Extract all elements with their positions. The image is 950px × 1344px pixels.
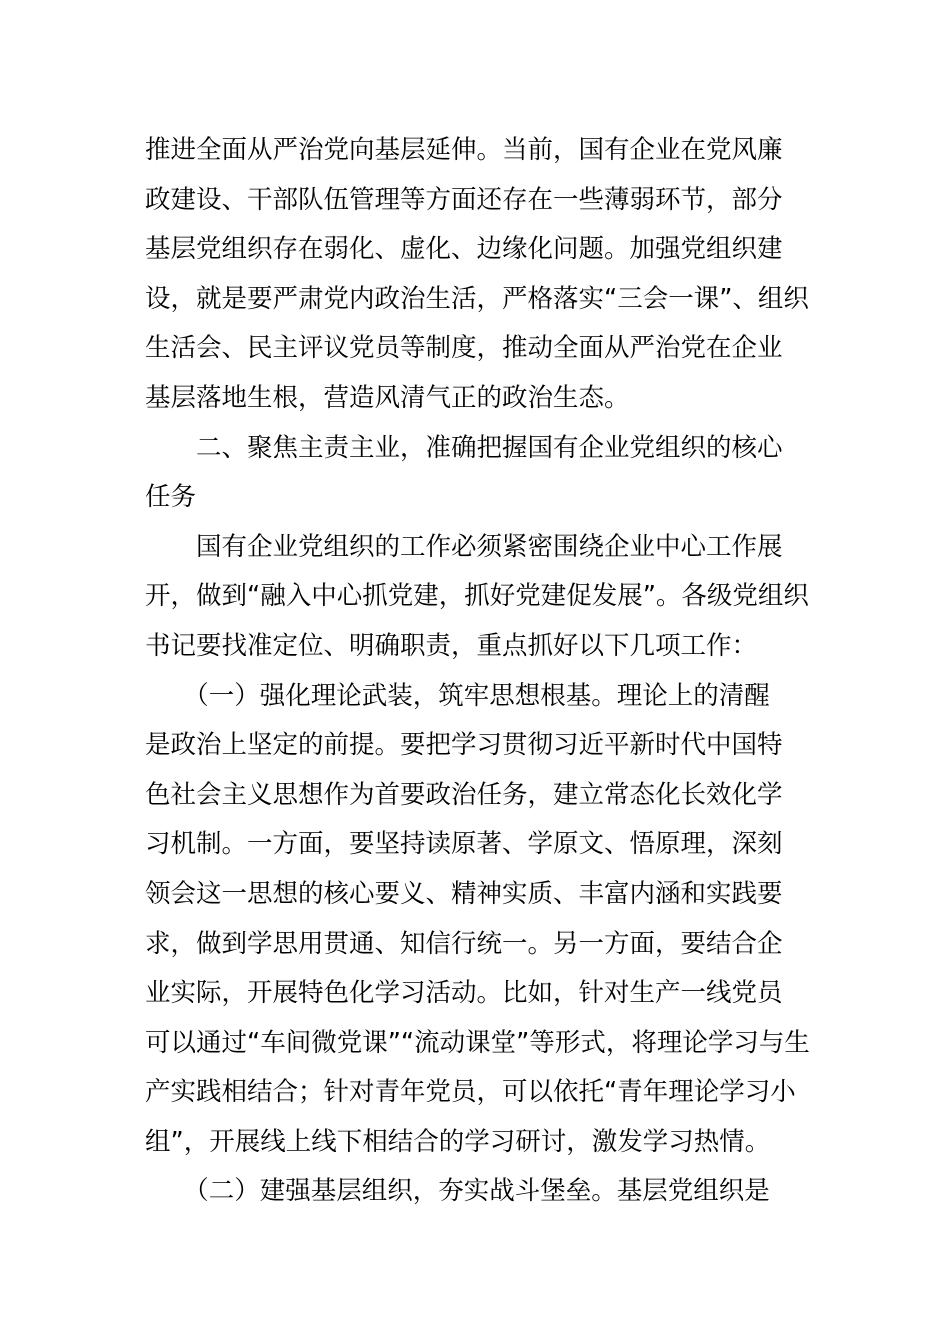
section-heading-line: 任务 [145, 482, 197, 513]
text-line: 业实际，开展特色化学习活动。比如，针对生产一线党员 [145, 978, 783, 1009]
text-line: 是政治上坚定的前提。要把学习贯彻习近平新时代中国特 [145, 730, 783, 761]
text-line: 基层落地生根，营造风清气正的政治生态。 [145, 382, 630, 413]
text-line: 产实践相结合；针对青年党员，可以依托“青年理论学习小 [145, 1077, 796, 1108]
text-line: 开，做到“融入中心抓党建，抓好党建促发展”。各级党组织 [145, 581, 809, 612]
text-line: 求，做到学思用贯通、知信行统一。另一方面，要结合企 [145, 928, 783, 959]
text-line: 习机制。一方面，要坚持读原著、学原文、悟原理，深刻 [145, 829, 783, 860]
text-line: 推进全面从严治党向基层延伸。当前，国有企业在党风廉 [145, 135, 783, 165]
section-heading-line: 二、聚焦主责主业，准确把握国有企业党组织的核心 [145, 432, 783, 463]
text-line: 政建设、干部队伍管理等方面还存在一些薄弱环节，部分 [145, 184, 783, 215]
text-line: 组”，开展线上线下相结合的学习研讨，激发学习热情。 [145, 1126, 771, 1157]
subsection-heading-line: （二）建强基层组织，夯实战斗堡垒。基层党组织是 [145, 1176, 770, 1207]
text-line: 色社会主义思想作为首要政治任务，建立常态化长效化学 [145, 779, 783, 810]
document-body [145, 126, 810, 1217]
text-line: 书记要找准定位、明确职责，重点抓好以下几项工作： [145, 630, 758, 661]
text-line: 设，就是要严肃党内政治生活，严格落实“三会一课”、组织 [145, 283, 809, 314]
text-line: 领会这一思想的核心要义、精神实质、丰富内涵和实践要 [145, 878, 783, 909]
text-line: 生活会、民主评议党员等制度，推动全面从严治党在企业 [145, 333, 783, 364]
text-line: 基层党组织存在弱化、虚化、边缘化问题。加强党组织建 [145, 234, 783, 265]
text-line: 国有企业党组织的工作必须紧密围绕企业中心工作展 [145, 531, 783, 562]
subsection-heading-line: （一）强化理论武装，筑牢思想根基。理论上的清醒 [145, 680, 770, 711]
text-line: 可以通过“车间微党课”“流动课堂”等形式，将理论学习与生 [145, 1027, 810, 1058]
